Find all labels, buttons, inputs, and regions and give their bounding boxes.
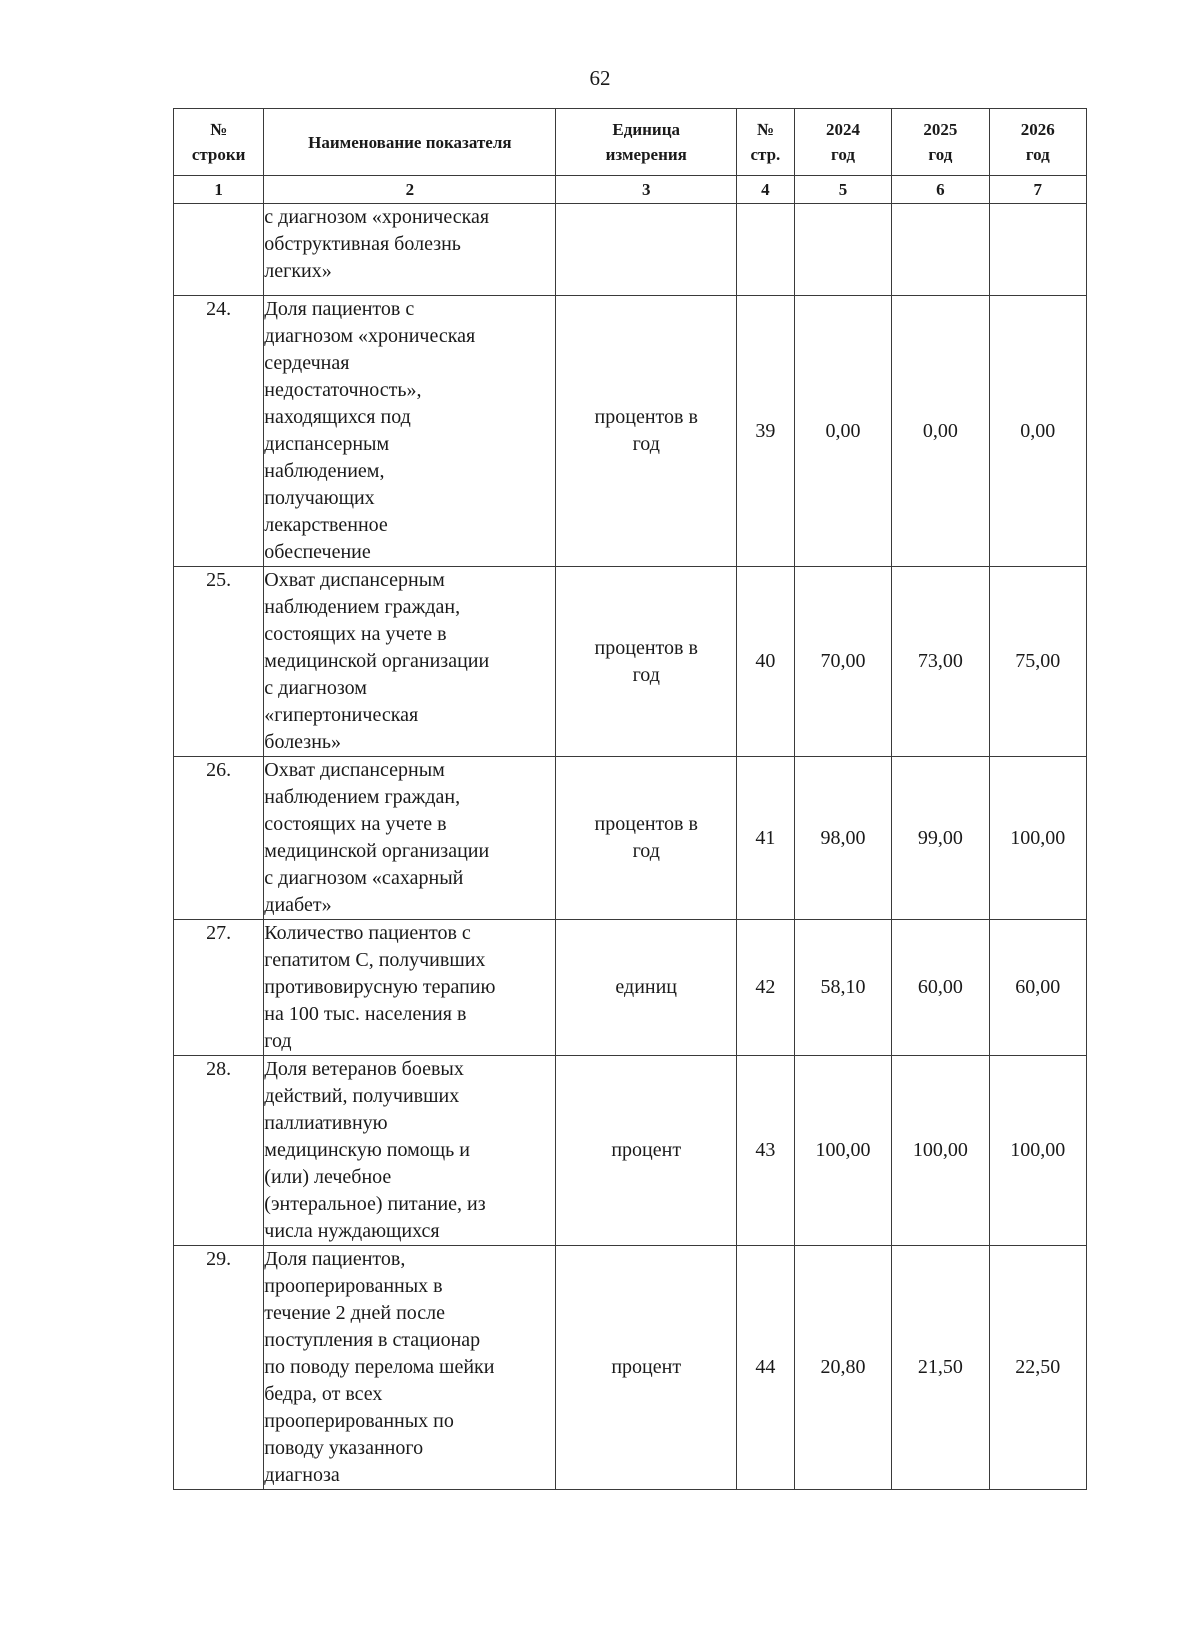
header-indicator-name: Наименование показателя [264, 109, 556, 176]
value-2024: 20,80 [794, 1246, 891, 1490]
value-2024: 98,00 [794, 757, 891, 920]
header-row-number: № строки [174, 109, 264, 176]
indicator-name: с диагнозом «хроническая обструктивная болезнь легких» [264, 204, 556, 296]
unit: процентов в год [556, 567, 737, 757]
table-row [174, 1246, 1087, 1490]
table-row [174, 757, 1087, 920]
header-year-2025: 2025 год [892, 109, 989, 176]
value-2026: 0,00 [989, 296, 1086, 567]
header-line-number: № стр. [737, 109, 795, 176]
line-number: 43 [737, 1056, 795, 1246]
value-2024 [794, 204, 891, 296]
value-2025: 0,00 [892, 296, 989, 567]
indicator-name: Охват диспансерным наблюдением граждан, состоящих на учете в медицинской организации с диагнозом «гипертоническая болезнь» [264, 567, 556, 757]
line-number: 42 [737, 920, 795, 1056]
table-row [174, 920, 1087, 1056]
indicator-name: Количество пациентов с гепатитом С, получивших противовирусную терапию на 100 тыс. населения в год [264, 920, 556, 1056]
column-number: 6 [892, 176, 989, 204]
unit: процентов в год [556, 757, 737, 920]
value-2025: 99,00 [892, 757, 989, 920]
value-2025: 100,00 [892, 1056, 989, 1246]
indicator-name: Доля пациентов, прооперированных в течение 2 дней после поступления в стационар по поводу перелома шейки бедра, от всех прооперированных по поводу указанного диагноза [264, 1246, 556, 1490]
table-row [174, 296, 1087, 567]
header-year-2026: 2026 год [989, 109, 1086, 176]
line-number: 40 [737, 567, 795, 757]
line-number: 44 [737, 1246, 795, 1490]
column-number: 2 [264, 176, 556, 204]
indicator-name: Охват диспансерным наблюдением граждан, состоящих на учете в медицинской организации с диагнозом «сахарный диабет» [264, 757, 556, 920]
value-2026: 22,50 [989, 1246, 1086, 1490]
indicator-name: Доля ветеранов боевых действий, получивших паллиативную медицинскую помощь и (или) лечебное (энтеральное) питание, из числа нуждающихся [264, 1056, 556, 1246]
value-2026 [989, 204, 1086, 296]
page-number: 62 [589, 66, 611, 90]
line-number: 39 [737, 296, 795, 567]
row-number: 28. [174, 1056, 264, 1246]
unit: процент [556, 1246, 737, 1490]
table-row [174, 567, 1087, 757]
value-2024: 0,00 [794, 296, 891, 567]
value-2024: 58,10 [794, 920, 891, 1056]
line-number: 41 [737, 757, 795, 920]
value-2026: 60,00 [989, 920, 1086, 1056]
indicators-table [173, 108, 1087, 1490]
value-2025: 60,00 [892, 920, 989, 1056]
value-2025: 21,50 [892, 1246, 989, 1490]
table-row [174, 1056, 1087, 1246]
column-number: 7 [989, 176, 1086, 204]
indicator-name: Доля пациентов с диагнозом «хроническая сердечная недостаточность», находящихся под диспансерным наблюдением, получающих лекарственное обеспечение [264, 296, 556, 567]
column-number: 3 [556, 176, 737, 204]
row-number: 25. [174, 567, 264, 757]
row-number: 27. [174, 920, 264, 1056]
value-2024: 70,00 [794, 567, 891, 757]
value-2026: 100,00 [989, 1056, 1086, 1246]
header-year-2024: 2024 год [794, 109, 891, 176]
column-number-row [174, 176, 1087, 204]
unit: процентов в год [556, 296, 737, 567]
column-number: 4 [737, 176, 795, 204]
unit [556, 204, 737, 296]
line-number [737, 204, 795, 296]
column-number: 1 [174, 176, 264, 204]
value-2026: 75,00 [989, 567, 1086, 757]
unit: единиц [556, 920, 737, 1056]
value-2025: 73,00 [892, 567, 989, 757]
value-2026: 100,00 [989, 757, 1086, 920]
row-number: 29. [174, 1246, 264, 1490]
row-number [174, 204, 264, 296]
value-2025 [892, 204, 989, 296]
header-unit: Единица измерения [556, 109, 737, 176]
header-row [174, 109, 1087, 176]
row-number: 26. [174, 757, 264, 920]
unit: процент [556, 1056, 737, 1246]
table-row [174, 204, 1087, 296]
column-number: 5 [794, 176, 891, 204]
row-number: 24. [174, 296, 264, 567]
value-2024: 100,00 [794, 1056, 891, 1246]
